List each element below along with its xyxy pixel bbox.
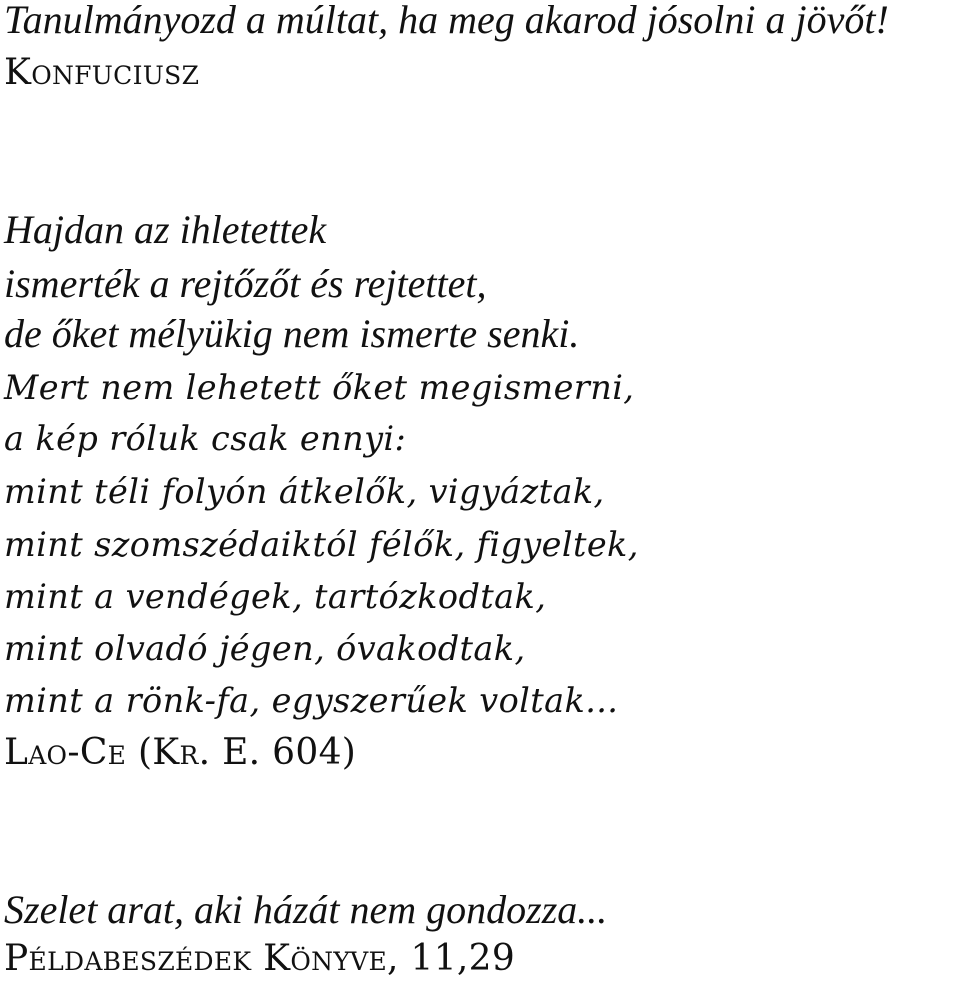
- poem-line: mint a vendégek, tartózkodtak,: [4, 577, 547, 616]
- poem-line: mint olvadó jégen, óvakodtak,: [4, 629, 526, 668]
- poem-line: de őket mélyükig nem ismerte senki.: [4, 311, 580, 356]
- poem-line: ismerték a rejtőzőt és rejtettet,: [4, 261, 487, 306]
- quote-2-author: Lao-Ce (Kr. E. 604): [4, 732, 357, 773]
- poem-line: mint szomszédaiktól félők, figyeltek,: [4, 525, 639, 564]
- quote-3-author: Példabeszédek Könyve, 11,29: [4, 938, 516, 979]
- quote-3-text: Szelet arat, aki házát nem gondozza...: [4, 887, 608, 932]
- poem-line: mint téli folyón átkelők, vigyáztak,: [4, 472, 605, 511]
- poem-line: Mert nem lehetett őket megismerni,: [4, 368, 635, 407]
- quote-1-author: Konfuciusz: [4, 52, 200, 93]
- poem-line: mint a rönk-fa, egyszerűek voltak...: [4, 681, 619, 720]
- poem-line: a kép róluk csak ennyi:: [4, 419, 407, 458]
- poem-line: Hajdan az ihletettek: [4, 207, 327, 252]
- quote-1-text: Tanulmányozd a múltat, ha meg akarod jósolni a jövőt!: [4, 0, 889, 42]
